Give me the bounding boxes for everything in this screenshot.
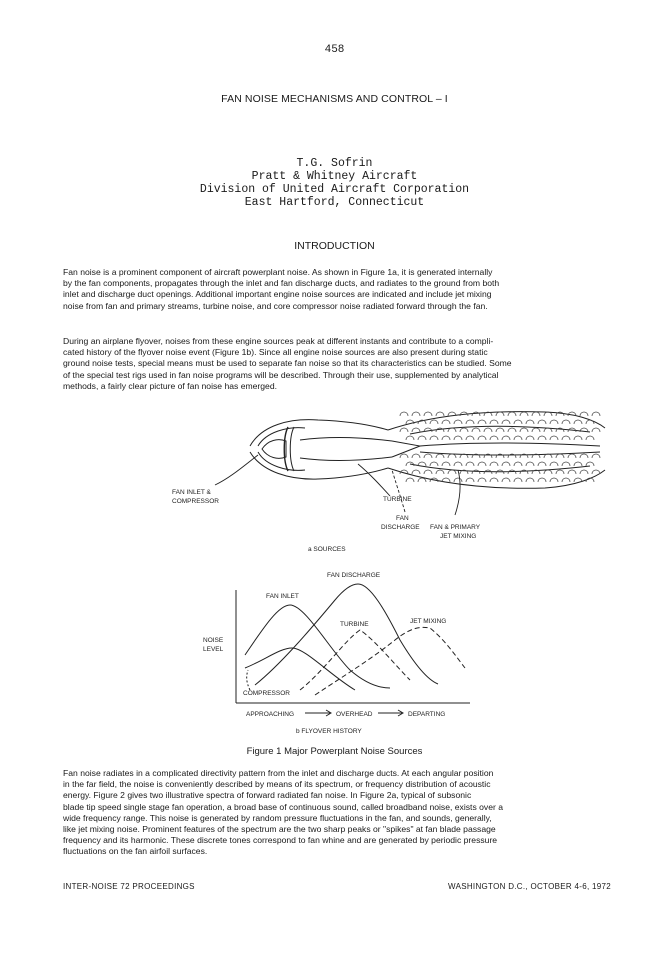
axis-approaching: APPROACHING	[246, 711, 295, 718]
plume-scallop	[550, 420, 558, 424]
plume-scallop	[400, 454, 408, 458]
plume-scallop	[418, 436, 426, 440]
plume-scallop	[508, 428, 516, 432]
plume-scallop	[424, 470, 432, 474]
figure-1b-flyover-history	[0, 565, 669, 740]
plume-scallop	[526, 420, 534, 424]
text-line: frequency and its harmonic. These discrete tones correspond to fan whine and are generated by periodic pressure	[63, 835, 498, 846]
axis-overhead: OVERHEAD	[336, 711, 373, 718]
plume-scallop	[502, 420, 510, 424]
plume-scallop	[574, 462, 582, 466]
plume-scallop	[514, 420, 522, 424]
plume-scallop	[400, 412, 408, 416]
plume-scallop	[502, 478, 510, 482]
plume-scallop	[430, 462, 438, 466]
plume-scallop	[586, 436, 594, 440]
plume-scallop	[544, 470, 552, 474]
text-line: like jet mixing noise. Prominent features of the spectrum are the two sharp peaks or "spikes" at fan blade passage	[63, 824, 496, 835]
curve-jet-mixing	[315, 627, 465, 695]
text-line: fluctuations on the fan airfoil surfaces.	[63, 846, 208, 857]
plume-scallop	[490, 436, 498, 440]
plume-scallop	[460, 428, 468, 432]
plume-scallop	[520, 412, 528, 416]
plume-scallop	[568, 454, 576, 458]
plume-scallop	[580, 454, 588, 458]
plume-scallop	[454, 420, 462, 424]
plume-scallop	[478, 478, 486, 482]
plume-scallop	[442, 420, 450, 424]
text-line: Fan noise is a prominent component of aircraft powerplant noise. As shown in Figure 1a, it is generated internally	[63, 267, 493, 277]
plume-scallop	[538, 436, 546, 440]
plume-scallop	[442, 436, 450, 440]
plume-scallop	[562, 462, 570, 466]
plume-scallop	[502, 462, 510, 466]
plume-scallop	[454, 436, 462, 440]
plume-scallop	[556, 454, 564, 458]
plume-scallop	[562, 478, 570, 482]
plume-scallop	[412, 454, 420, 458]
plume-scallop	[424, 412, 432, 416]
figure-caption: Figure 1 Major Powerplant Noise Sources	[246, 746, 423, 757]
label-fan-discharge-curve: FAN DISCHARGE	[327, 572, 381, 579]
plume-scallop	[478, 420, 486, 424]
caption-flyover-history: b FLYOVER HISTORY	[296, 728, 362, 735]
plume-scallop	[436, 470, 444, 474]
plume-scallop	[412, 412, 420, 416]
plume-scallop	[532, 428, 540, 432]
plume-scallop	[466, 420, 474, 424]
plume-scallop	[526, 462, 534, 466]
plume-scallop	[580, 470, 588, 474]
label-jet-mixing-curve: JET MIXING	[410, 618, 447, 625]
author-name: T.G. Sofrin	[296, 157, 373, 170]
section-heading: INTRODUCTION	[294, 240, 375, 252]
plume-scallop	[514, 436, 522, 440]
text-line: ground noise tests, special means must be used to separate fan noise so that its characteristics can be studied. Some	[63, 358, 512, 369]
plume-scallop	[454, 478, 462, 482]
curve-fan-inlet	[245, 605, 390, 688]
figure-1a-engine-sources	[0, 405, 669, 560]
plume-scallop	[454, 462, 462, 466]
plume-scallop	[430, 420, 438, 424]
plume-scallop	[424, 454, 432, 458]
axis-departing: DEPARTING	[408, 711, 446, 718]
caption-sources: a SOURCES	[308, 546, 346, 553]
plume-scallop	[412, 428, 420, 432]
plume-scallop	[496, 428, 504, 432]
paragraph-2	[63, 336, 611, 392]
plume-scallop	[550, 478, 558, 482]
plume-scallop	[556, 470, 564, 474]
label-fan-inlet-curve: FAN INLET	[266, 593, 299, 600]
ylabel-level: LEVEL	[203, 646, 224, 653]
plume-scallop	[400, 428, 408, 432]
author-division: Division of United Aircraft Corporation	[199, 183, 470, 196]
text-line: blade tip speed single stage fan operation, a broad base of continuous sound, called broadband noise, exists over a	[63, 801, 504, 812]
plume-scallop	[478, 462, 486, 466]
label-turbine: TURBINE	[383, 496, 412, 503]
text-line: wide frequency range. This noise is generated by random pressure fluctuations in the fan, and sounds, generally,	[63, 812, 492, 823]
plume-scallop	[538, 462, 546, 466]
text-line: of the special test rigs used in fan noise programs will be described. Through their use, supplemented by analytical	[63, 369, 499, 380]
plume-scallop	[508, 412, 516, 416]
plume-scallop	[514, 478, 522, 482]
plume-scallop	[472, 470, 480, 474]
plume-scallop	[568, 470, 576, 474]
footer-location-date: WASHINGTON D.C., OCTOBER 4-6, 1972	[448, 882, 611, 891]
label-jet-mixing: JET MIXING	[440, 533, 477, 540]
leader-jet-mixing	[455, 470, 460, 515]
text-line: methods, a fairly clear picture of fan noise has emerged.	[63, 380, 278, 391]
plume-scallop	[502, 436, 510, 440]
plume-scallop	[436, 454, 444, 458]
plume-scallop	[574, 436, 582, 440]
plume-scallop	[532, 412, 540, 416]
plume-scallop	[466, 478, 474, 482]
label-fan: FAN	[396, 515, 409, 522]
plume-scallop	[538, 420, 546, 424]
plume-scallop	[580, 412, 588, 416]
plume-scallop	[490, 462, 498, 466]
plume-scallop	[406, 436, 414, 440]
plume-scallop	[574, 420, 582, 424]
label-compressor-curve: COMPRESSOR	[243, 690, 290, 697]
plume-scallop	[514, 462, 522, 466]
plume-scallop	[562, 420, 570, 424]
text-line: energy. Figure 2 gives two illustrative spectra of forward radiated fan noise. In Figure 2a, typical of subsonic	[63, 790, 472, 801]
plume-scallop	[466, 436, 474, 440]
footer-proceedings: INTER-NOISE 72 PROCEEDINGS	[63, 882, 195, 891]
paragraph-1	[63, 267, 611, 312]
plume-scallop	[412, 470, 420, 474]
plume-scallop	[592, 454, 600, 458]
label-fan-inlet: FAN INLET &	[172, 489, 211, 496]
plume-scallop	[490, 420, 498, 424]
plume-scallop	[430, 436, 438, 440]
plume-scallop	[448, 470, 456, 474]
text-line: by the fan components, propagates through the inlet and fan discharge ducts, and radiates to the ground from both	[63, 278, 500, 289]
plume-scallop	[526, 478, 534, 482]
author-company: Pratt & Whitney Aircraft	[251, 170, 418, 183]
paper-title: FAN NOISE MECHANISMS AND CONTROL – I	[221, 93, 448, 105]
plume-scallop	[562, 436, 570, 440]
plume-scallop	[592, 412, 600, 416]
leader-fan-discharge	[392, 470, 405, 512]
curve-turbine	[300, 630, 410, 690]
plume-scallop	[448, 454, 456, 458]
plume-scallop	[550, 436, 558, 440]
plume-scallop	[466, 462, 474, 466]
ylabel-noise: NOISE	[203, 637, 224, 644]
plume-scallop	[586, 462, 594, 466]
plume-scallop	[406, 478, 414, 482]
plume-scallop	[478, 436, 486, 440]
leader-fan-inlet	[215, 455, 258, 485]
plume-scallop	[592, 470, 600, 474]
plume-scallop	[526, 436, 534, 440]
plume-scallop	[538, 478, 546, 482]
plume-scallop	[436, 412, 444, 416]
label-turbine-curve: TURBINE	[340, 621, 369, 628]
text-line: noise from fan and primary streams, turbine noise, and core compressor noise radiated forward through the fan.	[63, 300, 488, 311]
plume-scallop	[442, 462, 450, 466]
plume-scallop	[472, 428, 480, 432]
page-number: 458	[324, 44, 345, 56]
label-discharge: DISCHARGE	[381, 524, 420, 531]
plume-scallop	[418, 478, 426, 482]
plume-scallop	[550, 462, 558, 466]
text-line: Fan noise radiates in a complicated directivity pattern from the inlet and discharge ducts. At each angular position	[63, 768, 494, 778]
plume-scallop	[592, 428, 600, 432]
text-line: During an airplane flyover, noises from these engine sources peak at different instants and contribute to a compli-	[63, 336, 494, 346]
plume-scallop	[484, 428, 492, 432]
paragraph-3	[63, 768, 611, 858]
text-line: in the far field, the noise is conveniently described by means of its spectrum, or frequency distribution of acoustic	[63, 779, 491, 790]
label-fan-primary: FAN & PRIMARY	[430, 524, 481, 531]
plume-scallop	[520, 428, 528, 432]
text-line: inlet and discharge duct openings. Additional important engine noise sources are indicated and include jet mixing	[63, 289, 492, 300]
label-compressor: COMPRESSOR	[172, 498, 219, 505]
plume-scallop	[490, 478, 498, 482]
author-location: East Hartford, Connecticut	[244, 196, 425, 209]
curve-compressor	[245, 648, 355, 690]
text-line: cated history of the flyover noise event (Figure 1b). Since all engine noise sources are also present during static	[63, 347, 488, 358]
